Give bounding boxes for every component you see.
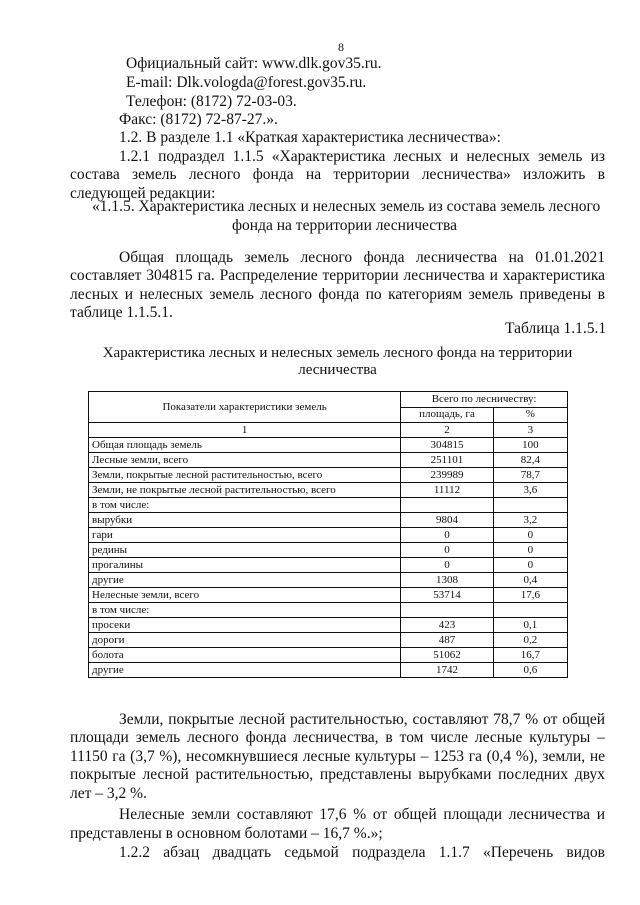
- table-row: [89, 588, 568, 603]
- after-paragraph1-line5: лет – 3,2 %.: [70, 785, 147, 802]
- row-area: 0: [401, 543, 494, 558]
- row-percent: 82,4: [493, 453, 567, 468]
- header-area: площадь, га: [401, 407, 494, 423]
- row-area: 251101: [401, 453, 494, 468]
- item-1-2-2: 1.2.2 абзац двадцать седьмой подраздела 1.1.7 «Перечень видов: [119, 844, 605, 861]
- row-label: дороги: [89, 633, 401, 648]
- row-label: в том числе:: [89, 603, 401, 618]
- col-num-2: 2: [401, 423, 494, 438]
- table-row: [89, 513, 568, 528]
- intro-paragraph-line1: Общая площадь земель лесного фонда лесничества на 01.01.2021: [119, 249, 605, 266]
- row-percent: 3,6: [493, 483, 567, 498]
- table-row: [89, 543, 568, 558]
- table-row: [89, 663, 568, 678]
- contact-phone: Телефон: (8172) 72-03-03.: [126, 93, 297, 110]
- table-row: [89, 573, 568, 588]
- row-label: просеки: [89, 618, 401, 633]
- section-heading-line1: «1.1.5. Характеристика лесных и нелесных земель из состава земель лесного: [92, 198, 601, 215]
- contact-site: Официальный сайт: www.dlk.gov35.ru.: [126, 55, 382, 72]
- row-area: 51062: [401, 648, 494, 663]
- after-paragraph2-line2: представлены в основном болотами – 16,7 %.»;: [70, 825, 383, 842]
- table-row: [89, 558, 568, 573]
- row-label: Земли, не покрытые лесной растительностью, всего: [89, 483, 401, 498]
- section-heading-line2: фонда на территории лесничества: [232, 217, 457, 234]
- table-row: [89, 528, 568, 543]
- contact-email: E-mail: Dlk.vologda@forest.gov35.ru.: [126, 74, 367, 91]
- row-area: 487: [401, 633, 494, 648]
- row-area: 1308: [401, 573, 494, 588]
- row-area: 423: [401, 618, 494, 633]
- row-percent: 0,1: [493, 618, 567, 633]
- row-label: прогалины: [89, 558, 401, 573]
- intro-paragraph-line3: лесных и нелесных земель лесного фонда по категориям земель приведены в: [70, 286, 605, 303]
- row-percent: 0: [493, 528, 567, 543]
- row-percent: 0: [493, 543, 567, 558]
- row-percent: [493, 498, 567, 513]
- row-area: 239989: [401, 468, 494, 483]
- row-percent: 0,4: [493, 573, 567, 588]
- row-label: вырубки: [89, 513, 401, 528]
- row-area: [401, 498, 494, 513]
- table-caption-line2: лесничества: [298, 362, 377, 378]
- row-label: Земли, покрытые лесной растительностью, всего: [89, 468, 401, 483]
- row-percent: [493, 603, 567, 618]
- intro-paragraph-line4: таблице 1.1.5.1.: [70, 304, 173, 321]
- table-row: [89, 633, 568, 648]
- intro-paragraph-line2: составляет 304815 га. Распределение территории лесничества и характеристика: [70, 267, 605, 284]
- after-paragraph2-line1: Нелесные земли составляют 17,6 % от общей площади лесничества и: [119, 806, 605, 823]
- item-1-2-1-line2: состава земель лесного фонда на территории лесничества» изложить в: [70, 166, 605, 183]
- item-1-2: 1.2. В разделе 1.1 «Краткая характеристика лесничества»:: [119, 129, 501, 146]
- row-label: другие: [89, 573, 401, 588]
- table-label: Таблица 1.1.5.1: [505, 320, 607, 337]
- row-percent: 3,2: [493, 513, 567, 528]
- row-percent: 100: [493, 438, 567, 453]
- row-area: 9804: [401, 513, 494, 528]
- table-row: [89, 453, 568, 468]
- header-percent: %: [493, 407, 567, 423]
- table-row: [89, 603, 568, 618]
- table-row: [89, 648, 568, 663]
- land-characteristics-table: [88, 391, 568, 678]
- row-area: [401, 603, 494, 618]
- row-area: 11112: [401, 483, 494, 498]
- item-1-2-1-line1: 1.2.1 подраздел 1.1.5 «Характеристика лесных и нелесных земель из: [119, 148, 605, 165]
- row-percent: 16,7: [493, 648, 567, 663]
- page-number: 8: [338, 40, 344, 54]
- header-indicator: Показатели характеристики земель: [89, 392, 401, 423]
- row-area: 1742: [401, 663, 494, 678]
- row-label: другие: [89, 663, 401, 678]
- table-row: [89, 618, 568, 633]
- after-paragraph1-line2: площади земель лесного фонда лесничества, в том числе лесные культуры –: [70, 729, 605, 746]
- row-label: гари: [89, 528, 401, 543]
- row-label: Общая площадь земель: [89, 438, 401, 453]
- row-percent: 78,7: [493, 468, 567, 483]
- row-label: Лесные земли, всего: [89, 453, 401, 468]
- after-paragraph1-line4: покрытые лесной растительностью, представлены вырубками последних двух: [70, 766, 605, 783]
- row-label: Нелесные земли, всего: [89, 588, 401, 603]
- row-percent: 0,2: [493, 633, 567, 648]
- row-label: в том числе:: [89, 498, 401, 513]
- table-row: [89, 438, 568, 453]
- row-area: 304815: [401, 438, 494, 453]
- col-num-1: 1: [89, 423, 401, 438]
- table-row: [89, 483, 568, 498]
- table-row: [89, 468, 568, 483]
- row-area: 0: [401, 528, 494, 543]
- row-area: 53714: [401, 588, 494, 603]
- table-header-row: [89, 392, 568, 408]
- after-paragraph1-line1: Земли, покрытые лесной растительностью, составляют 78,7 % от общей: [119, 711, 605, 728]
- row-area: 0: [401, 558, 494, 573]
- after-paragraph1-line3: 11150 га (3,7 %), несомкнувшиеся лесные культуры – 1253 га (0,4 %), земли, не: [70, 748, 605, 765]
- table-column-numbers: [89, 423, 568, 438]
- contact-fax: Факс: (8172) 72-87-27.».: [119, 111, 278, 128]
- row-label: редины: [89, 543, 401, 558]
- row-percent: 17,6: [493, 588, 567, 603]
- col-num-3: 3: [493, 423, 567, 438]
- table-row: [89, 498, 568, 513]
- row-percent: 0: [493, 558, 567, 573]
- row-label: болота: [89, 648, 401, 663]
- row-percent: 0,6: [493, 663, 567, 678]
- header-total: Всего по лесничеству:: [401, 392, 568, 408]
- item-1-2-1-line3: следующей редакции:: [70, 185, 216, 202]
- table-caption-line1: Характеристика лесных и нелесных земель лесного фонда на территории: [102, 345, 573, 361]
